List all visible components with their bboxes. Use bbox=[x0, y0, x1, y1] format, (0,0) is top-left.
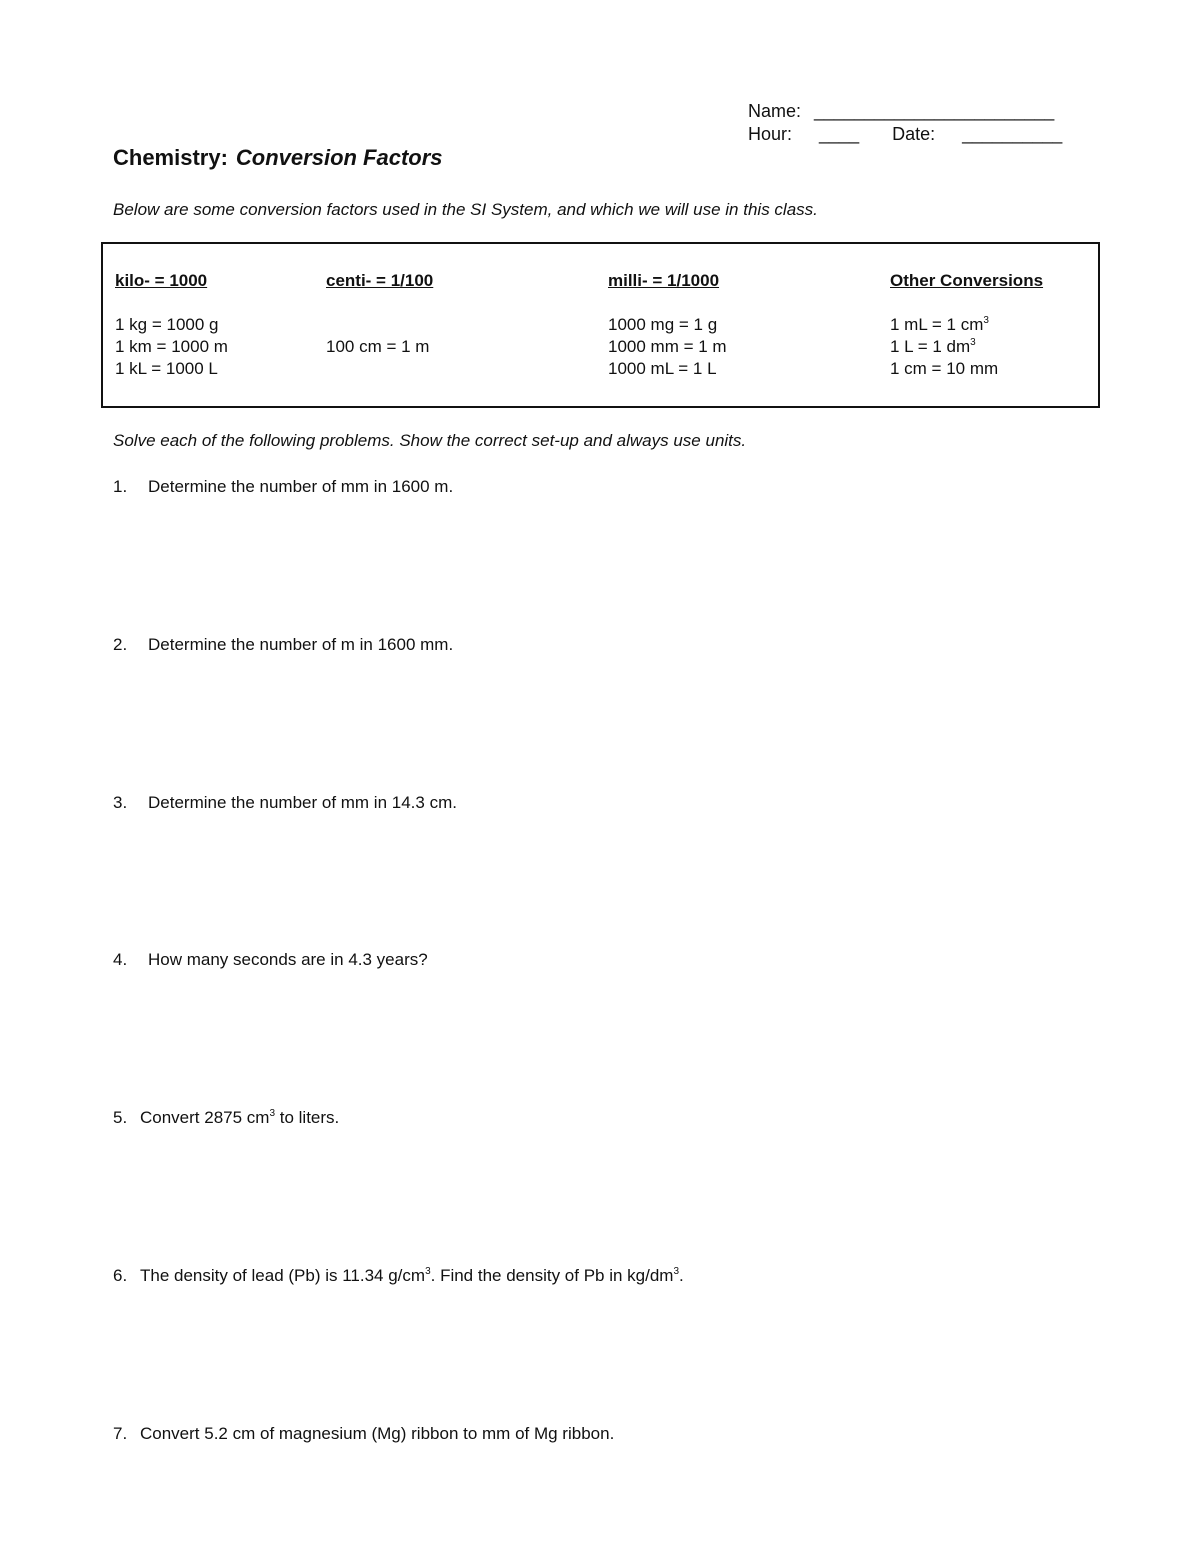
question-text: Determine the number of mm in 14.3 cm. bbox=[148, 793, 457, 812]
question-number: 3. bbox=[113, 793, 128, 812]
title-topic: Conversion Factors bbox=[235, 145, 443, 170]
centi-column bbox=[326, 270, 433, 380]
question-number: 4. bbox=[113, 950, 128, 969]
date-label: Date: bbox=[892, 124, 936, 144]
question-number: 7. bbox=[113, 1424, 128, 1443]
kilo-heading: kilo- = 1000 bbox=[115, 271, 208, 290]
question-number: 6. bbox=[113, 1266, 128, 1285]
superscript-3: 3 bbox=[970, 337, 976, 348]
kilo-row: 1 km = 1000 m bbox=[115, 337, 228, 356]
question-text: . bbox=[679, 1266, 684, 1285]
question-7 bbox=[113, 1424, 614, 1444]
kilo-row: 1 kg = 1000 g bbox=[115, 315, 219, 334]
title-subject: Chemistry: bbox=[113, 145, 228, 170]
kilo-column bbox=[115, 270, 228, 380]
other-row bbox=[890, 336, 1043, 358]
question-6 bbox=[113, 1266, 684, 1286]
question-number: 1. bbox=[113, 477, 128, 496]
question-text: The density of lead (Pb) is 11.34 g/cm bbox=[140, 1266, 426, 1285]
question-text: How many seconds are in 4.3 years? bbox=[148, 950, 428, 969]
hour-blank[interactable]: ____ bbox=[819, 124, 860, 144]
other-heading: Other Conversions bbox=[890, 271, 1044, 290]
milli-row: 1000 mL = 1 L bbox=[608, 359, 717, 378]
question-text: to liters. bbox=[275, 1108, 340, 1127]
superscript-3: 3 bbox=[673, 1266, 680, 1277]
question-2 bbox=[113, 635, 453, 655]
name-label: Name: bbox=[748, 101, 802, 121]
hour-date-field bbox=[748, 123, 1062, 145]
question-4 bbox=[113, 950, 428, 970]
instructions-text: Solve each of the following problems. Show the correct set-up and always use units. bbox=[113, 431, 747, 450]
centi-row bbox=[326, 358, 433, 380]
name-field[interactable] bbox=[748, 100, 1054, 122]
date-blank[interactable]: __________ bbox=[962, 124, 1063, 144]
superscript-3: 3 bbox=[269, 1108, 276, 1119]
milli-row: 1000 mm = 1 m bbox=[608, 337, 727, 356]
question-text: Determine the number of m in 1600 mm. bbox=[148, 635, 454, 654]
superscript-3: 3 bbox=[983, 315, 989, 326]
conversion-table bbox=[101, 242, 1100, 408]
kilo-row: 1 kL = 1000 L bbox=[115, 359, 218, 378]
intro-text: Below are some conversion factors used in the SI System, and which we will use in this class. bbox=[113, 200, 818, 219]
milli-heading: milli- = 1/1000 bbox=[608, 271, 720, 290]
question-number: 2. bbox=[113, 635, 128, 654]
milli-column bbox=[608, 270, 727, 380]
question-1 bbox=[113, 477, 453, 497]
question-3 bbox=[113, 793, 457, 813]
other-row: 1 cm = 10 mm bbox=[890, 359, 999, 378]
milli-row: 1000 mg = 1 g bbox=[608, 315, 718, 334]
name-blank[interactable]: ________________________ bbox=[814, 101, 1055, 121]
question-5 bbox=[113, 1108, 339, 1128]
question-text: . Find the density of Pb in kg/dm bbox=[430, 1266, 674, 1285]
centi-row: 100 cm = 1 m bbox=[326, 337, 430, 356]
other-row-text: 1 L = 1 dm bbox=[890, 337, 971, 356]
other-column bbox=[890, 270, 1043, 380]
superscript-3: 3 bbox=[425, 1266, 431, 1277]
question-text: Determine the number of mm in 1600 m. bbox=[148, 477, 454, 496]
centi-row bbox=[326, 314, 433, 336]
question-text: Convert 5.2 cm of magnesium (Mg) ribbon to mm of Mg ribbon. bbox=[140, 1424, 615, 1443]
question-text: Convert 2875 cm bbox=[140, 1108, 270, 1127]
other-row-text: 1 mL = 1 cm bbox=[890, 315, 984, 334]
question-number: 5. bbox=[113, 1108, 128, 1127]
other-row bbox=[890, 314, 1043, 336]
centi-heading: centi- = 1/100 bbox=[326, 271, 434, 290]
page-title bbox=[113, 145, 443, 171]
hour-label: Hour: bbox=[748, 124, 793, 144]
